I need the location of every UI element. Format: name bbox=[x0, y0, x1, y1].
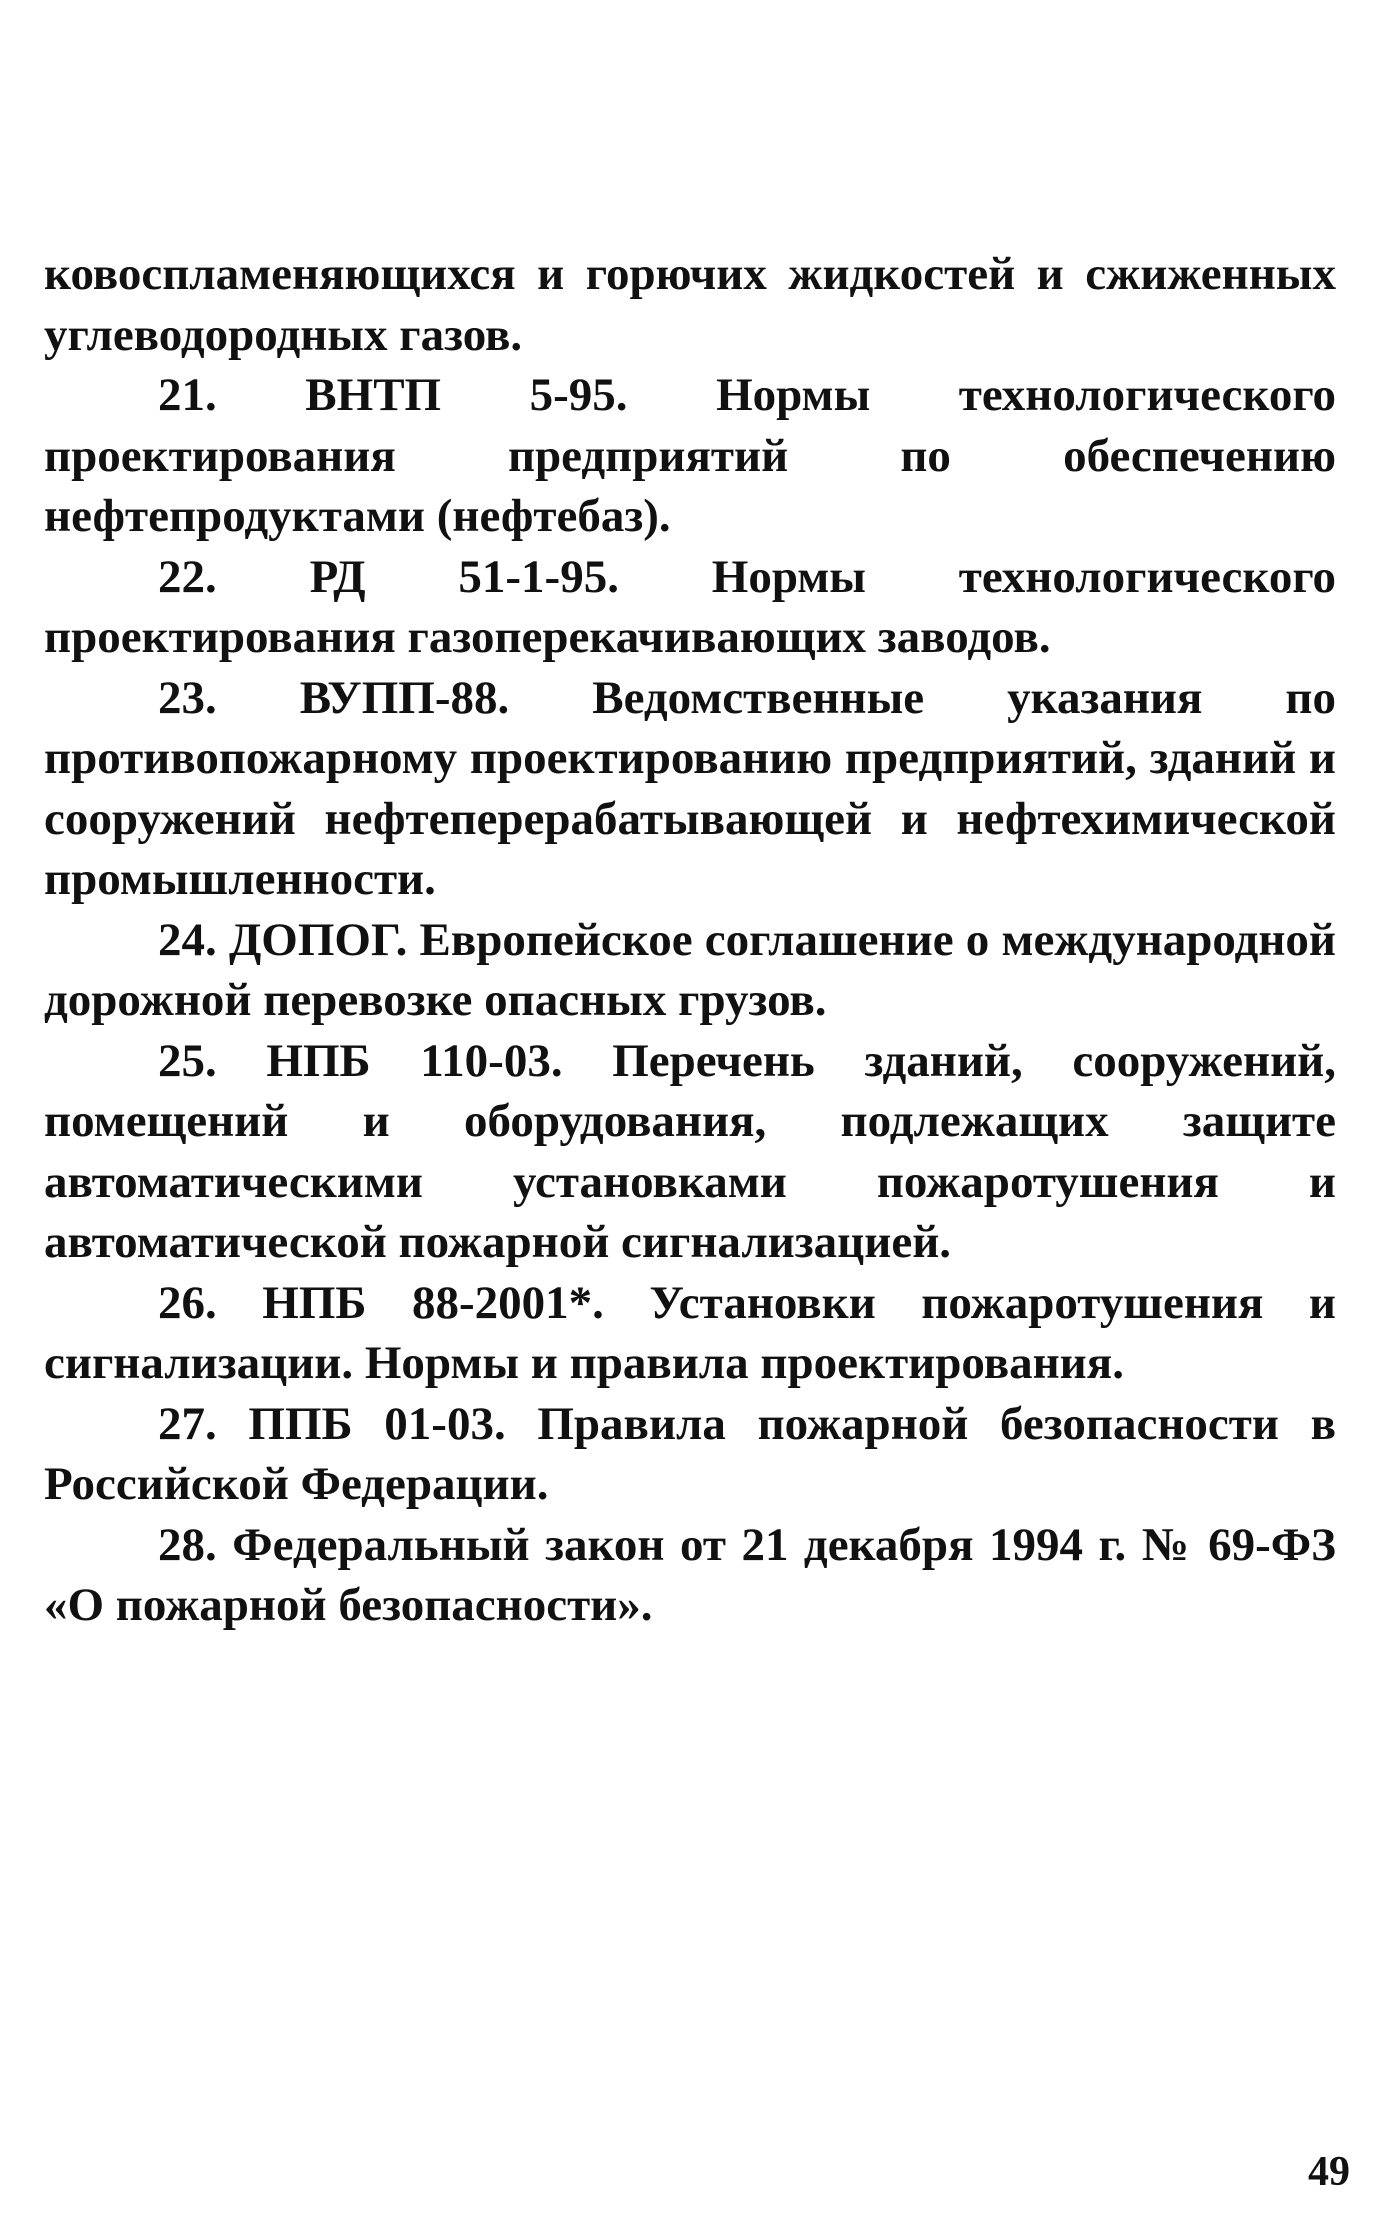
reference-item-28: 28. Федеральный закон от 21 декабря 1994 г. № 69-ФЗ «О пожарной безопасности». bbox=[44, 1518, 1336, 1631]
reference-item-27: 27. ППБ 01-03. Правила пожарной безопасности в Российской Федерации. bbox=[44, 1397, 1336, 1510]
reference-item-23: 23. ВУПП-88. Ведомственные указания по противопожарному проектированию предприятий, зданий и сооружений нефтеперерабатывающей и нефтехимической промышленности. bbox=[44, 671, 1336, 905]
reference-item-25: 25. НПБ 110-03. Перечень зданий, сооружений, помещений и оборудования, подлежащих защите автоматическими установками пожаротушения и автоматической пожарной сигнализацией. bbox=[44, 1034, 1336, 1268]
reference-item-26: 26. НПБ 88-2001*. Установки пожаротушения и сигнализации. Нормы и правила проектирования. bbox=[44, 1276, 1336, 1389]
page-number: 49 bbox=[1308, 2149, 1350, 2195]
reference-list bbox=[44, 244, 1336, 1636]
reference-item-24: 24. ДОПОГ. Европейское соглашение о международной дорожной перевозке опасных грузов. bbox=[44, 913, 1336, 1026]
reference-item-21: 21. ВНТП 5-95. Нормы технологического проектирования предприятий по обеспечению нефтепродуктами (нефтебаз). bbox=[44, 369, 1336, 542]
reference-item-22: 22. РД 51-1-95. Нормы технологического проектирования газоперекачивающих заводов. bbox=[44, 550, 1336, 663]
continuation-paragraph: ковоспламеняющихся и горючих жидкостей и сжиженных углеводородных газов. bbox=[44, 248, 1336, 361]
